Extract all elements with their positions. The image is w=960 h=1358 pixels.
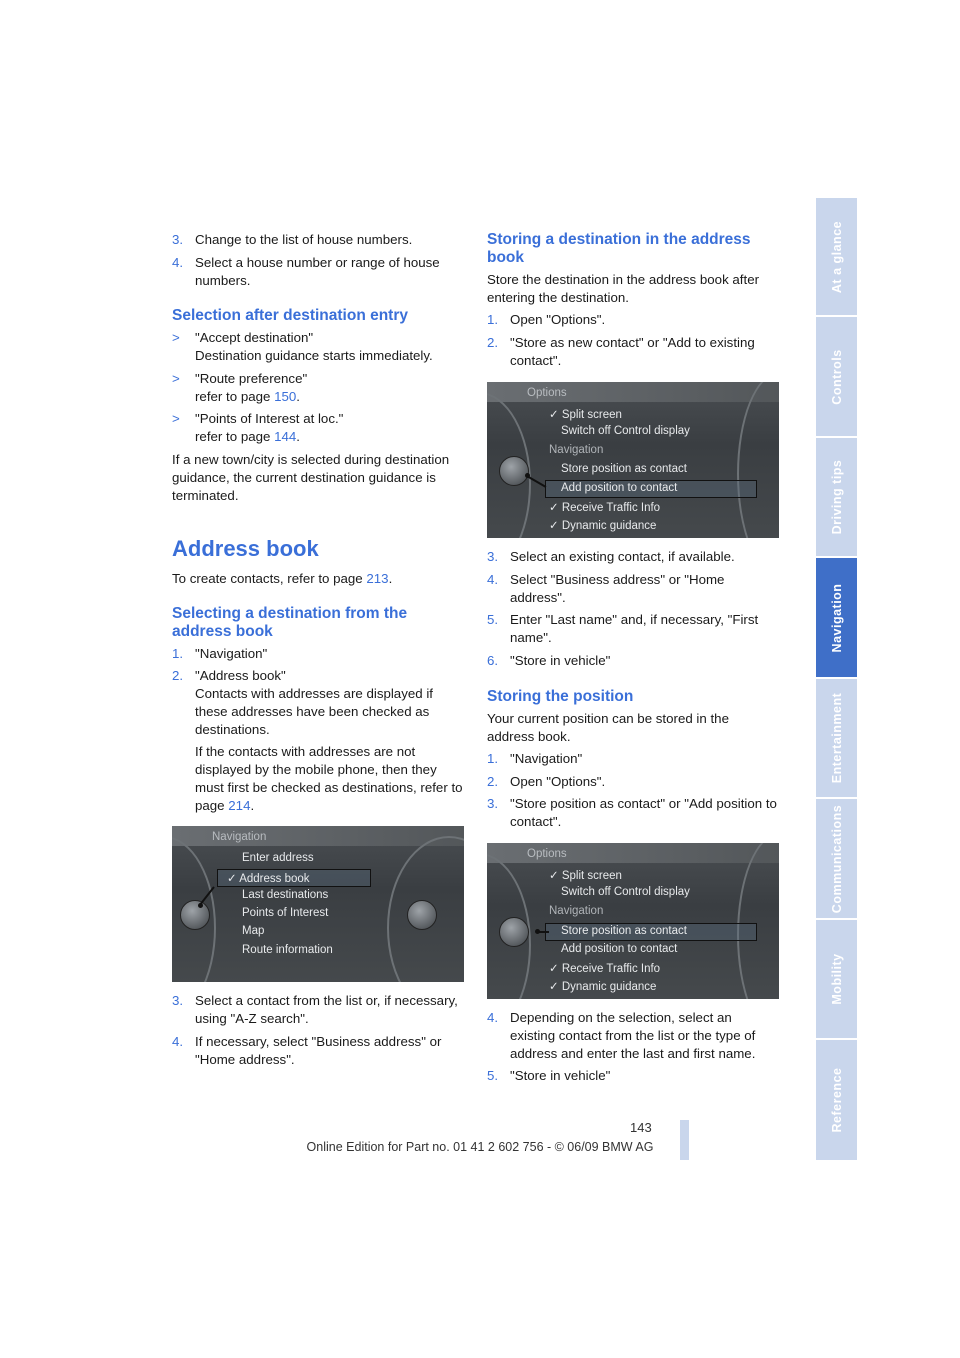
navigation-menu-screenshot: Navigation Enter address ✓ Address book Last destinations Points of Interest Map Route information	[172, 826, 464, 982]
list-item: > "Route preference" refer to page 150.	[172, 371, 308, 404]
paragraph: Your current position can be stored in the address book.	[487, 711, 729, 744]
paragraph: Store the destination in the address book after entering the destination.	[487, 272, 760, 305]
paragraph: To create contacts, refer to page 213.	[172, 571, 393, 586]
list-item: > "Accept destination" Destination guidance starts immediately.	[172, 330, 433, 363]
list-item: 2. "Address book" Contacts with addresses are displayed if these addresses have been checked as destinations.	[172, 668, 433, 737]
chapter-heading: Address book	[172, 536, 319, 561]
list-item: 1. "Navigation"	[172, 646, 268, 661]
page-link[interactable]: 214	[228, 798, 251, 813]
list-item: 3. "Store position as contact" or "Add position to contact".	[487, 796, 777, 829]
controller-knob-icon	[407, 900, 437, 930]
list-item: 4. Select a house number or range of house numbers.	[172, 255, 440, 288]
list-item: 2. Open "Options".	[487, 774, 606, 789]
list-item: 5. "Store in vehicle"	[487, 1068, 611, 1083]
section-heading: Storing a destination in the address book	[487, 231, 751, 266]
list-item: 3. Change to the list of house numbers.	[172, 232, 413, 247]
list-item: 6. "Store in vehicle"	[487, 653, 611, 668]
page-link[interactable]: 150	[274, 389, 297, 404]
page-number: 143	[630, 1120, 652, 1135]
controller-knob-icon	[499, 917, 529, 947]
paragraph: If the contacts with addresses are not displayed by the mobile phone, then they must first be checked as destinations, refer to page 214.	[195, 744, 463, 813]
list-item: 5. Enter "Last name" and, if necessary, "First name".	[487, 612, 759, 645]
list-item: > "Points of Interest at loc." refer to page 144.	[172, 411, 344, 444]
list-item: 4. If necessary, select "Business address" or "Home address".	[172, 1034, 442, 1067]
section-heading: Selection after destination entry	[172, 307, 408, 324]
tab-mobility[interactable]: Mobility	[816, 920, 857, 1038]
chapter-tabs	[816, 198, 857, 1160]
list-item: 1. "Navigation"	[487, 751, 583, 766]
list-item: 4. Select "Business address" or "Home address".	[487, 572, 725, 605]
section-heading: Storing the position	[487, 688, 634, 705]
list-item: 3. Select a contact from the list or, if necessary, using "A-Z search".	[172, 993, 458, 1026]
tab-communications[interactable]: Communications	[816, 799, 857, 918]
list-item: 4. Depending on the selection, select an existing contact from the list or the type of address and enter the last and first name.	[487, 1010, 756, 1061]
options-menu-screenshot: Options ✓ Split screen Switch off Control display Navigation Store position as contact Add position to contact ✓ Receive Traffic Info ✓ Dynamic guidance	[487, 382, 779, 538]
options-menu-screenshot: Options ✓ Split screen Switch off Control display Navigation Store position as contact Add position to contact ✓ Receive Traffic Info ✓ Dynamic guidance	[487, 843, 779, 999]
controller-knob-icon	[499, 456, 529, 486]
page-link[interactable]: 213	[366, 571, 389, 586]
tab-reference[interactable]: Reference	[816, 1040, 857, 1160]
section-heading: Selecting a destination from the address book	[172, 605, 408, 640]
list-item: 1. Open "Options".	[487, 312, 606, 327]
list-item: 3. Select an existing contact, if available.	[487, 549, 735, 564]
tab-controls[interactable]: Controls	[816, 317, 857, 436]
tab-driving-tips[interactable]: Driving tips	[816, 438, 857, 556]
paragraph: If a new town/city is selected during destination guidance, the current destination guidance is terminated.	[172, 452, 450, 503]
list-item: 2. "Store as new contact" or "Add to existing contact".	[487, 335, 755, 368]
tab-at-a-glance[interactable]: At a glance	[816, 198, 857, 315]
tab-entertainment[interactable]: Entertainment	[816, 679, 857, 797]
page-link[interactable]: 144	[274, 429, 297, 444]
tab-navigation[interactable]: Navigation	[816, 558, 857, 677]
footer: Online Edition for Part no. 01 41 2 602 756 - © 06/09 BMW AG	[306, 1140, 654, 1154]
controller-knob-icon	[180, 900, 210, 930]
